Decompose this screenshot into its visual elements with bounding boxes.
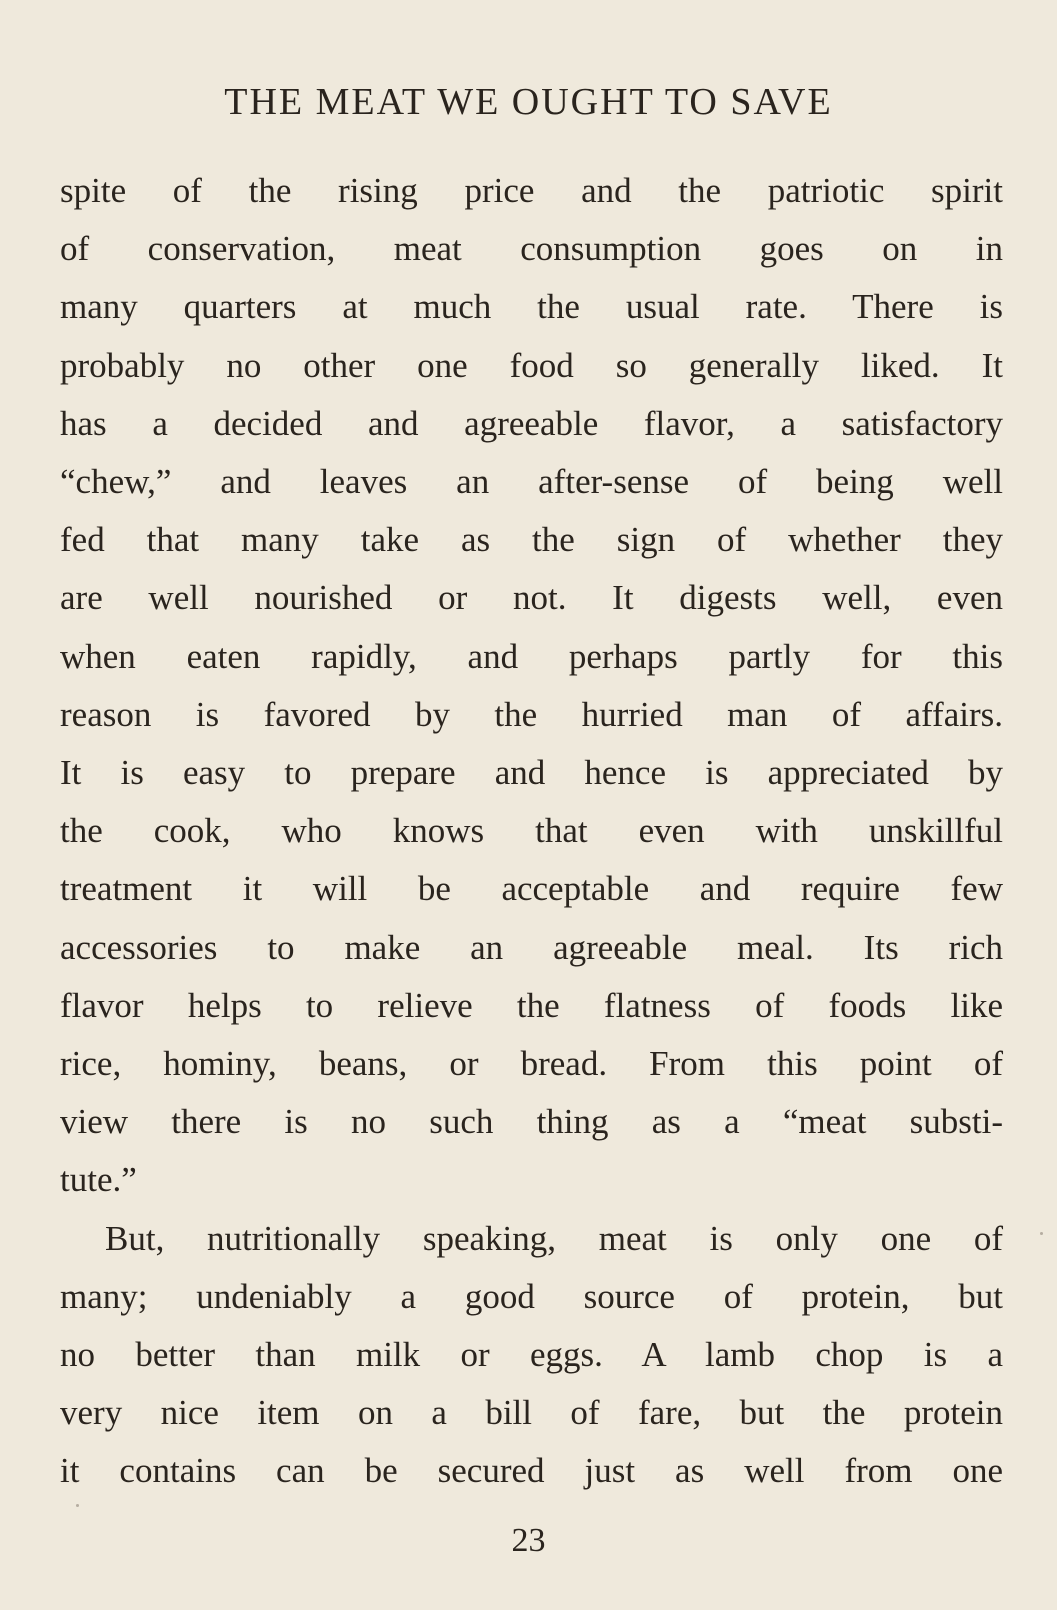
text-line: reason is favored by the hurried man of affairs.: [60, 694, 1003, 734]
text-line: of conservation, meat consumption goes on in: [60, 229, 1003, 269]
text-line: rice, hominy, beans, or bread. From this point of: [60, 1044, 1003, 1084]
paper-speck: [76, 1504, 79, 1507]
text-line: flavor helps to relieve the flatness of foods like: [60, 985, 1003, 1025]
running-head: THE MEAT WE OUGHT TO SAVE: [224, 81, 833, 123]
text-line: it contains can be secured just as well from one: [60, 1451, 1003, 1491]
text-line: many quarters at much the usual rate. There is: [60, 287, 1003, 327]
text-line: It is easy to prepare and hence is appreciated by: [60, 753, 1003, 793]
text-line: But, nutritionally speaking, meat is only one of: [105, 1218, 1003, 1258]
text-line: has a decided and agreeable flavor, a satisfactory: [60, 403, 1003, 443]
body-text: [60, 162, 1003, 1501]
paragraph-2: [60, 1210, 1003, 1501]
text-line: treatment it will be acceptable and require few: [60, 869, 1003, 909]
text-line: tute.”: [60, 1160, 137, 1200]
text-line: no better than milk or eggs. A lamb chop is a: [60, 1335, 1003, 1375]
text-line: the cook, who knows that even with unskillful: [60, 811, 1003, 851]
text-line: are well nourished or not. It digests well, even: [60, 578, 1003, 618]
text-line: fed that many take as the sign of whether they: [60, 520, 1003, 560]
text-line: spite of the rising price and the patriotic spirit: [60, 171, 1003, 210]
text-line: accessories to make an agreeable meal. Its rich: [60, 927, 1003, 967]
paper-speck: [1040, 1232, 1043, 1235]
page-number: 23: [511, 1522, 546, 1559]
text-line: very nice item on a bill of fare, but the protein: [60, 1393, 1003, 1433]
paragraph-1: [60, 162, 1003, 1210]
text-line: many; undeniably a good source of protein, but: [60, 1276, 1003, 1316]
text-line: probably no other one food so generally liked. It: [60, 345, 1003, 385]
text-line: when eaten rapidly, and perhaps partly for this: [60, 636, 1003, 676]
text-line: “chew,” and leaves an after-sense of being well: [60, 462, 1003, 502]
text-line: view there is no such thing as a “meat substi-: [60, 1102, 1003, 1142]
